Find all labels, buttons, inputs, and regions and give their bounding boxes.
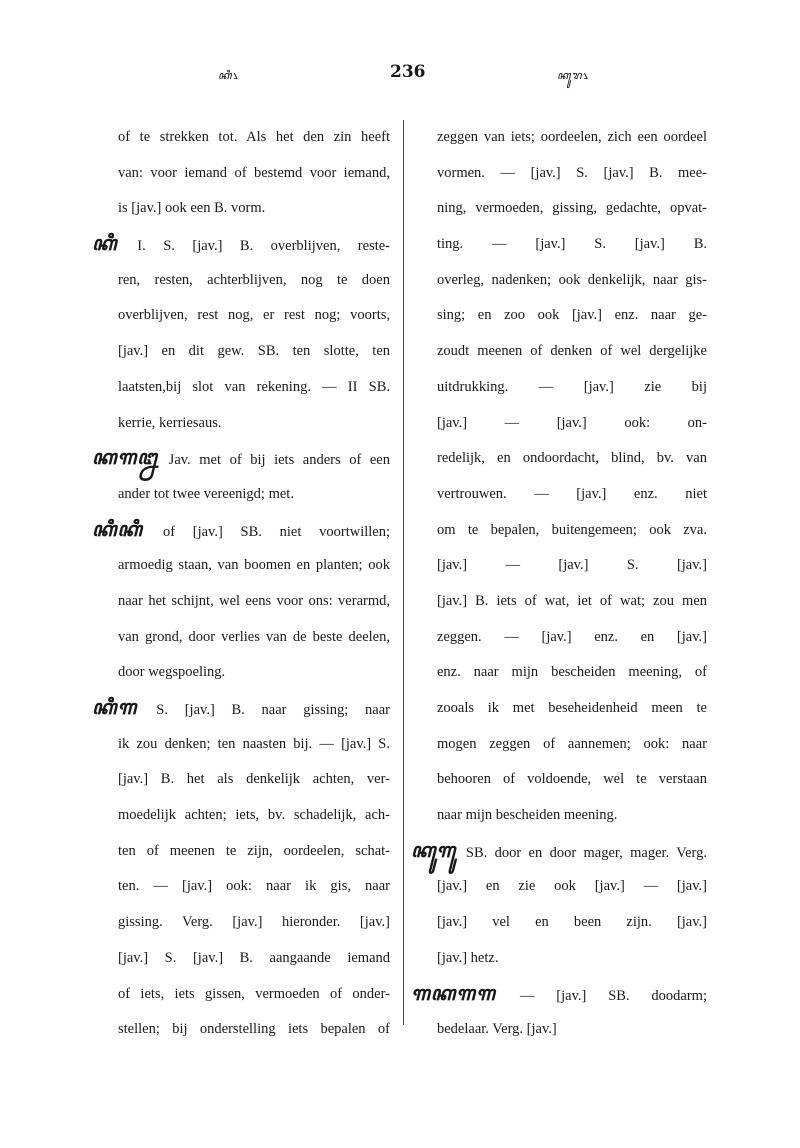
text-line [118, 762, 390, 798]
text-line [118, 977, 390, 1013]
text-line [118, 1012, 390, 1048]
line-text: redelijk, en ondoordacht, blind, bv. van [437, 450, 707, 467]
text-line [437, 406, 707, 442]
headword: ꦏꦶꦏꦶ [92, 518, 163, 541]
line-text: enz. naar mijn bescheiden meening, of [437, 664, 707, 681]
line-text: is [jav.] ook een B. vorm. [118, 200, 266, 217]
line-text: zoudt meenen of denken of wel dergelijke [437, 343, 707, 360]
line-text: overleg, nadenken; ook denkelijk, naar gis- [437, 271, 707, 288]
line-text: overblijven, rest nog, er rest nog; voorts, [118, 307, 390, 324]
text-line [437, 798, 707, 834]
text-line [437, 584, 707, 620]
text-line [118, 727, 390, 763]
text-line [118, 334, 390, 370]
line-text: [jav.] en zie ook [jav.] — [jav.] [437, 878, 707, 895]
text-line [118, 191, 390, 227]
text-line [437, 762, 707, 798]
line-text: ten. — [jav.] ook: naar ik gis, naar [118, 878, 390, 895]
line-text: zeggen van iets; oordeelen, zich een oordeel [437, 129, 707, 145]
line-text: [jav.] B. iets of wat, iet of wat; zou men [437, 592, 707, 609]
line-text: [jav.] B. het als denkelijk achten, ver- [118, 771, 390, 788]
line-text: om te bepalen, buitengemeen; ook zva. [437, 521, 707, 538]
line-text: naar het schijnt, wel eens voor ons: verarmd, [118, 592, 390, 609]
headword: ꦒꦏꦒꦒ [411, 982, 520, 1005]
text-line [437, 655, 707, 691]
text-line [118, 905, 390, 941]
text-line [118, 263, 390, 299]
line-text: vertrouwen. — [jav.] enz. niet [437, 485, 707, 502]
dictionary-entry-start [92, 691, 390, 727]
dictionary-entry-start [92, 441, 390, 477]
line-text: ander tot twee vereenigd; met. [118, 485, 294, 502]
text-line [437, 941, 707, 977]
text-line [118, 156, 390, 192]
headword: ꦏꦸꦒꦸ [411, 839, 466, 862]
text-line [118, 655, 390, 691]
text-line [437, 156, 707, 192]
line-text: [jav.] — [jav.] S. [jav.] [437, 557, 707, 574]
line-text: bedelaar. Verg. [jav.] [437, 1021, 557, 1038]
line-text: [jav.] hetz. [437, 949, 499, 966]
text-line [437, 477, 707, 513]
line-text: [jav.] en dit gew. SB. ten slotte, ten [118, 343, 390, 360]
line-text: van grond, door verlies van de beste deelen, [118, 628, 390, 645]
line-text: moedelijk achten; iets, bv. schadelijk, ach- [118, 807, 390, 824]
text-line [437, 548, 707, 584]
text-line [437, 513, 707, 549]
text-line [118, 477, 390, 513]
line-text: vormen. — [jav.] S. [jav.] B. mee- [437, 164, 707, 181]
text-line [437, 227, 707, 263]
text-line [118, 120, 390, 156]
line-text: kerrie, kerriesaus. [118, 414, 222, 431]
running-header [0, 62, 800, 86]
text-line [437, 1012, 707, 1048]
line-text: [jav.] vel en been zijn. [jav.] [437, 914, 707, 931]
line-text: sing; en zoo ook [jav.] enz. naar ge- [437, 307, 707, 324]
line-text: — [jav.] SB. doodarm; [519, 987, 707, 1004]
line-text: ting. — [jav.] S. [jav.] B. [437, 236, 707, 253]
line-text: van: voor iemand of bestemd voor iemand, [118, 164, 390, 181]
text-line [118, 620, 390, 656]
headword: ꦏꦶ [92, 233, 138, 256]
text-line [437, 263, 707, 299]
headword: ꦏꦒ꧒ [92, 447, 169, 470]
line-text: Jav. met of bij iets anders of een [168, 452, 390, 469]
left-column [92, 120, 391, 1048]
line-text: [jav.] S. [jav.] B. aangaande iemand [118, 949, 390, 966]
text-line [437, 370, 707, 406]
line-text: S. [jav.] B. naar gissing; naar [156, 702, 391, 718]
text-line [437, 334, 707, 370]
text-line [437, 691, 707, 727]
line-text: of iets, iets gissen, vermoeden of onder- [118, 985, 390, 1002]
text-line [118, 548, 390, 584]
text-line [437, 727, 707, 763]
line-text: armoedig staan, van boomen en planten; ook [118, 557, 390, 574]
text-line [437, 298, 707, 334]
text-line [437, 191, 707, 227]
line-text: of te strekken tot. Als het den zin heeft [118, 129, 390, 145]
line-text: [jav.] — [jav.] ook: on- [437, 414, 707, 431]
dictionary-entry-start [92, 513, 390, 549]
right-column [411, 120, 707, 1048]
text-line [118, 298, 390, 334]
text-line [118, 941, 390, 977]
text-line [118, 834, 390, 870]
line-text: mogen zeggen of aannemen; ook: naar [437, 735, 707, 752]
line-text: gissing. Verg. [jav.] hieronder. [jav.] [118, 914, 390, 931]
dictionary-entry-start [92, 227, 390, 263]
dictionary-entry-start [411, 834, 707, 870]
line-text: ning, vermoeden, gissing, gedachte, opvat- [437, 200, 707, 217]
text-line [437, 869, 707, 905]
dictionary-entry-start [411, 977, 707, 1013]
text-line [437, 441, 707, 477]
line-text: ten of meenen te zijn, oordeelen, schat- [118, 842, 390, 859]
text-line [118, 584, 390, 620]
headword: ꦏꦶꦒ [92, 697, 157, 719]
running-head-right: ꦏꦸꦫ꧈ [557, 69, 589, 82]
line-text: I. S. [jav.] B. overblijven, reste- [137, 238, 391, 255]
text-line [437, 620, 707, 656]
line-text: of [jav.] SB. niet voortwillen; [162, 523, 390, 540]
line-text: ik zou denken; ten naasten bij. — [jav.] S. [118, 735, 390, 752]
text-line [118, 406, 390, 442]
running-head-left: ꦏꦶ꧈ [218, 69, 239, 82]
line-text: SB. door en door mager, mager. Verg. [465, 844, 707, 861]
text-line [437, 120, 707, 156]
line-text: stellen; bij onderstelling iets bepalen of [118, 1021, 390, 1038]
line-text: naar mijn bescheiden meening. [437, 807, 618, 824]
line-text: door wegspoeling. [118, 664, 226, 681]
text-line [118, 798, 390, 834]
line-text: behooren of voldoende, wel te verstaan [437, 771, 707, 788]
page-number: 236 [390, 62, 426, 82]
text-line [118, 370, 390, 406]
line-text: uitdrukking. — [jav.] zie bij [437, 378, 707, 395]
column-divider [403, 120, 404, 1025]
line-text: laatsten,bij slot van rekening. — II SB. [118, 378, 390, 395]
text-line [437, 905, 707, 941]
line-text: zeggen. — [jav.] enz. en [jav.] [437, 628, 707, 645]
text-line [118, 869, 390, 905]
line-text: zooals ik met beseheidenheid meen te [437, 700, 707, 716]
line-text: ren, resten, achterblijven, nog te doen [118, 271, 390, 288]
